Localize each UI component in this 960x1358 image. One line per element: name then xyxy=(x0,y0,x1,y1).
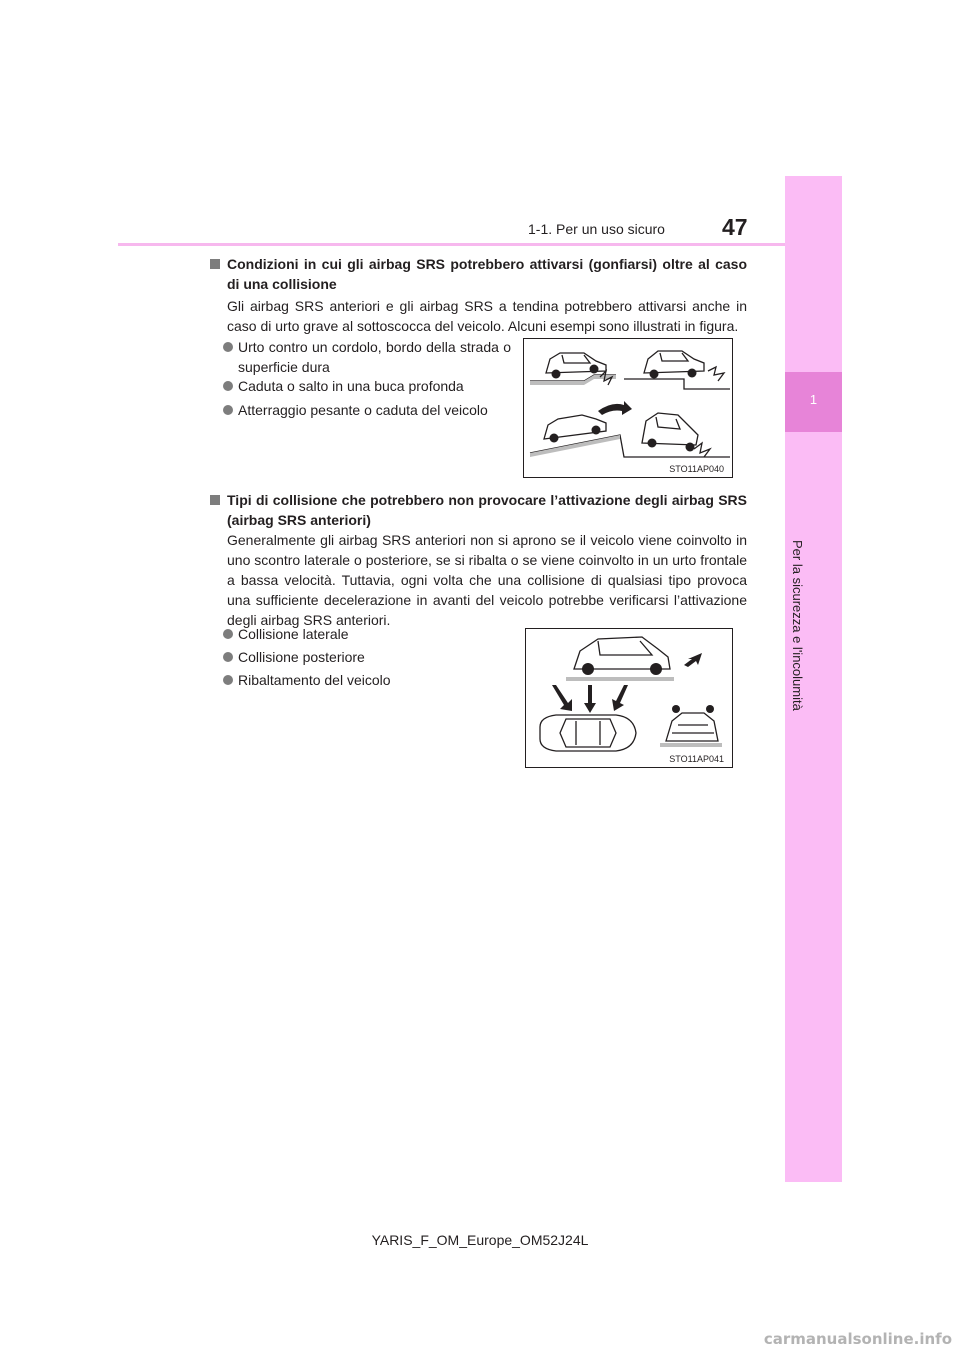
list-item xyxy=(238,670,488,690)
bullet-dot-icon xyxy=(223,629,233,639)
bullet-dot-icon xyxy=(223,381,233,391)
header-rule xyxy=(118,243,785,246)
bullet-dot-icon xyxy=(223,675,233,685)
section-paragraph-1: Gli airbag SRS anteriori e gli airbag SRS a tendina potrebbero attivarsi anche in caso di urto grave al sottoscocca del veicolo. Alcuni esempi sono illustrati in figura. xyxy=(227,298,747,334)
chapter-number: 1 xyxy=(809,392,818,407)
list-item xyxy=(238,337,511,377)
list-item-text: Collisione posteriore xyxy=(238,649,365,665)
figure-code: STO11AP041 xyxy=(669,754,724,764)
list-item-text: Ribaltamento del veicolo xyxy=(238,672,391,688)
list-item xyxy=(238,400,511,420)
bullet-dot-icon xyxy=(223,652,233,662)
page-number: 47 xyxy=(722,214,748,240)
list-item-text: Atterraggio pesante o caduta del veicolo xyxy=(238,402,488,418)
square-bullet-icon xyxy=(210,259,220,269)
section-paragraph-2: Generalmente gli airbag SRS anteriori non si aprono se il veicolo viene coinvolto in uno scontro laterale o posteriore, se si ribalta o se viene coinvolto in un urto frontale a bassa velocità. Tuttavia, ogni volta che una collisione di qualsiasi tipo provoca una sufficiente decelerazione in avanti del veicolo potrebbe verificarsi l’attivazione degli airbag SRS anteriori. xyxy=(227,532,747,628)
figure-code: STO11AP040 xyxy=(669,464,724,474)
list-item xyxy=(238,647,488,667)
footer-document-id: YARIS_F_OM_Europe_OM52J24L xyxy=(371,1232,589,1248)
figure-collision-types xyxy=(525,628,733,768)
chapter-title: Per la sicurezza e l'incolumità xyxy=(790,540,805,711)
list-item-text: Collisione laterale xyxy=(238,626,349,642)
section-heading-2-text: Tipi di collisione che potrebbero non provocare l’attivazione degli airbag SRS (airbag SRS anteriori) xyxy=(227,492,747,528)
running-header: 1-1. Per un uso sicuro xyxy=(528,221,665,237)
list-item xyxy=(238,376,511,396)
bullet-dot-icon xyxy=(223,342,233,352)
square-bullet-icon xyxy=(210,495,220,505)
list-item-text: Urto contro un cordolo, bordo della strada o superficie dura xyxy=(238,339,511,375)
bullet-dot-icon xyxy=(223,405,233,415)
figure-undercarriage-impact xyxy=(523,338,733,478)
section-heading-1 xyxy=(227,254,747,294)
list-item xyxy=(238,624,488,644)
undercarriage-illustration xyxy=(524,339,732,477)
section-heading-2 xyxy=(227,490,747,530)
list-item-text: Caduta o salto in una buca profonda xyxy=(238,378,464,394)
collision-types-illustration xyxy=(526,629,732,767)
section-heading-1-text: Condizioni in cui gli airbag SRS potrebbero attivarsi (gonfiarsi) oltre al caso di una collisione xyxy=(227,256,747,292)
watermark: carmanualsonline.info xyxy=(763,1330,952,1348)
